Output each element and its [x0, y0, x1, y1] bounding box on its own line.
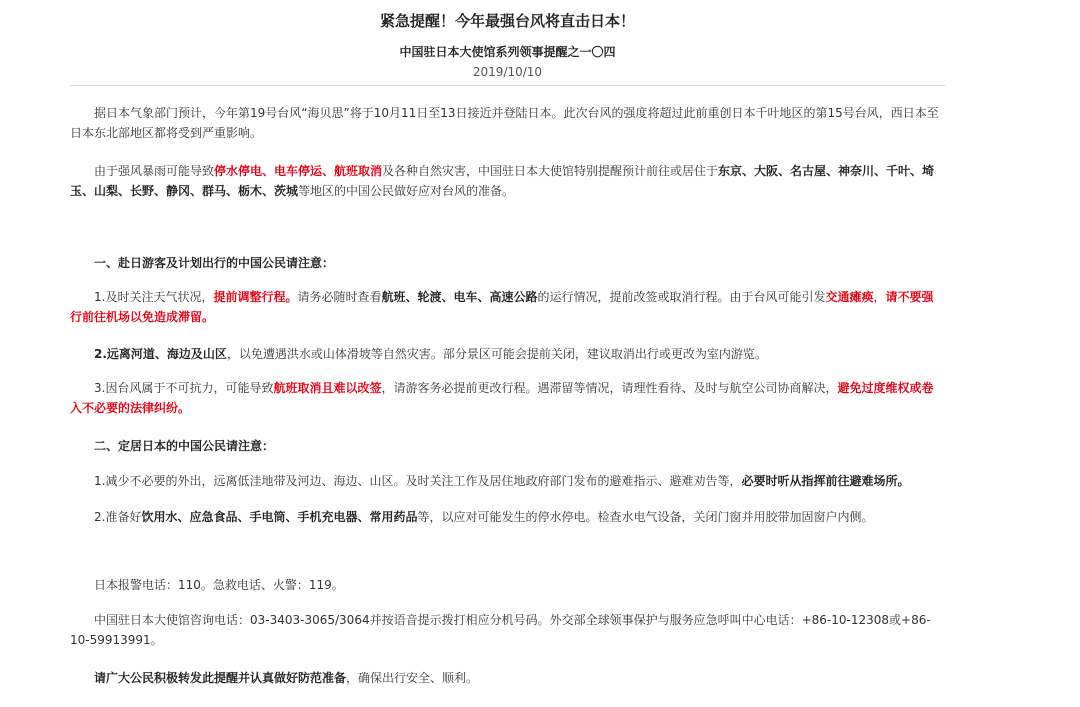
text-segment: 1.减少不必要的外出，远离低洼地带及河边、海边、山区。及时关注工作及居住地政府部门发布的避难指示、避难劝告等， [94, 474, 742, 488]
text-segment: ，以免遭遇洪水或山体滑坡等自然灾害。部分景区可能会提前关闭，建议取消出行或更改为室内游览。 [226, 347, 767, 361]
text-segment: ，请游客务必提前更改行程。遇滞留等情况，请理性看待、及时与航空公司协商解决， [381, 381, 838, 395]
text-segment: 由于强风暴雨可能导致 [94, 164, 215, 178]
traveler-item-2 [70, 344, 945, 364]
closing-reminder [70, 668, 945, 688]
highlight-disruptions: 停水停电、电车停运、航班取消 [214, 164, 383, 178]
text-segment: 等，以应对可能发生的停水停电。检查水电气设备，关闭门窗并用胶带加固窗户内侧。 [417, 510, 874, 524]
text-segment: ， [873, 290, 886, 304]
highlight-share: 请广大公民积极转发此提醒并认真做好防范准备 [94, 671, 347, 685]
traveler-item-1 [70, 287, 945, 327]
text-segment: 等地区的中国公民做好应对台风的准备。 [298, 184, 515, 198]
highlight-adjust-plans: 提前调整行程。 [213, 290, 298, 304]
highlight-disputes: 避免过度维权或卷入不必要的法律纠纷。 [70, 381, 934, 415]
highlight-transport: 航班、轮渡、电车、高速公路 [381, 290, 538, 304]
section-heading-travelers: 一、赴日游客及计划出行的中国公民请注意： [94, 256, 335, 270]
text-segment: 及各种自然灾害，中国驻日本大使馆特别提醒预计前往或居住于 [382, 164, 719, 178]
highlight-paralysis: 交通瘫痪 [825, 290, 874, 304]
text-segment: 1.及时关注天气状况， [94, 290, 214, 304]
highlight-flights: 航班取消且难以改签 [273, 381, 382, 395]
header-divider [70, 85, 945, 86]
embassy-contact: 中国驻日本大使馆咨询电话：03-3403-3065/3064并按语音提示拨打相应分机号码。外交部全球领事保护与服务应急呼叫中心电话：+86-10-12308或+86-10-59913991。 [70, 613, 931, 647]
highlight-airport: 请不要强行前往机场以免造成滞留。 [70, 290, 934, 324]
emergency-numbers: 日本报警电话：110。急救电话、火警：119。 [94, 578, 344, 592]
article-subtitle: 中国驻日本大使馆系列领事提醒之一〇四 [399, 45, 616, 59]
publish-date: 2019/10/10 [472, 65, 543, 79]
text-segment: 的运行情况，提前改签或取消行程。由于台风可能引发 [537, 290, 826, 304]
highlight-stay-away: 2.远离河道、海边及山区 [94, 347, 227, 361]
highlight-regions: 东京、大阪、名古屋、神奈川、千叶、埼玉、山梨、长野、静冈、群马、栃木、茨城 [70, 164, 935, 198]
section-heading-residents: 二、定居日本的中国公民请注意： [94, 439, 275, 453]
text-segment: 2.准备好 [94, 510, 142, 524]
text-segment: 请务必随时查看 [297, 290, 382, 304]
traveler-item-3 [70, 378, 945, 418]
paragraph-warning [70, 161, 945, 201]
paragraph-forecast: 据日本气象部门预计，今年第19号台风“海贝思”将于10月11日至13日接近并登陆日本。此次台风的强度将超过此前重创日本千叶地区的第15号台风，西日本至日本东北部地区都将受到严重影响。 [70, 106, 939, 140]
text-segment: 3.因台风属于不可抗力，可能导致 [94, 381, 274, 395]
article-title: 紧急提醒！今年最强台风将直击日本！ [379, 12, 635, 30]
resident-item-1 [70, 471, 945, 491]
resident-item-2 [70, 507, 945, 527]
text-segment: ，确保出行安全、顺利。 [346, 671, 479, 685]
highlight-shelter: 必要时听从指挥前往避难场所。 [741, 474, 910, 488]
highlight-supplies: 饮用水、应急食品、手电筒、手机充电器、常用药品 [141, 510, 418, 524]
